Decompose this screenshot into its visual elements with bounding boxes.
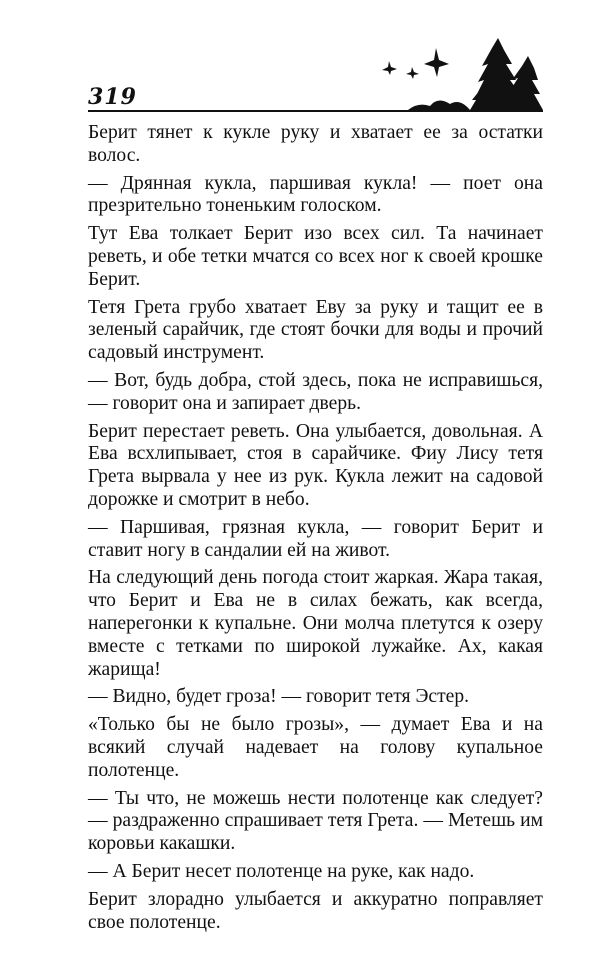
paragraph: Тут Ева толкает Берит изо всех сил. Та начинает реветь, и обе тетки мчатся со всех ног к своей крошке Берит.: [88, 223, 543, 290]
page-number: 319: [88, 84, 137, 110]
paragraph: Берит злорадно улыбается и аккуратно поправляет свое полотенце.: [88, 888, 543, 933]
header-rule: [88, 110, 543, 112]
paragraph: — Вот, будь добра, стой здесь, пока не исправишься, — говорит она и запирает дверь.: [88, 369, 543, 414]
page-header: [88, 34, 543, 114]
paragraph: Берит перестает реветь. Она улыбается, довольная. А Ева всхлипывает, стоя в сарайчике. Фиу Лису тетя Грета вырвала у нее из рук. Кукла лежит на садовой дорожке и смотрит в небо.: [88, 420, 543, 510]
paragraph: — Ты что, не можешь нести полотенце как следует? — раздраженно спрашивает тетя Грета. — Метешь им коровьи какашки.: [88, 787, 543, 855]
paragraph: — А Берит несет полотенце на руке, как надо.: [88, 860, 475, 882]
body-text: [88, 122, 543, 939]
paragraph: — Паршивая, грязная кукла, — говорит Берит и ставит ногу в сандалии ей на живот.: [88, 516, 543, 561]
paragraph: Тетя Грета грубо хватает Еву за руку и тащит ее в зеленый сарайчик, где стоят бочки для воды и прочий садовый инструмент.: [88, 296, 543, 364]
paragraph: Берит тянет к кукле руку и хватает ее за остатки волос.: [88, 122, 543, 166]
paragraph: — Дрянная кукла, паршивая кукла! — поет она презрительно тоненьким голоском.: [88, 172, 543, 217]
paragraph: На следующий день погода стоит жаркая. Жара такая, что Берит и Ева не в силах бежать, как всегда, наперегонки к купальне. Они молча плетутся к озеру вместе с тетками по широкой лужайке. Ах, какая жарища!: [88, 567, 543, 680]
paragraph: «Только бы не было грозы», — думает Ева и на всякий случай надевает на голову купальное полотенце.: [88, 714, 543, 781]
pine-trees-birds-icon: [378, 34, 543, 112]
paragraph: — Видно, будет гроза! — говорит тетя Эстер.: [88, 686, 470, 708]
